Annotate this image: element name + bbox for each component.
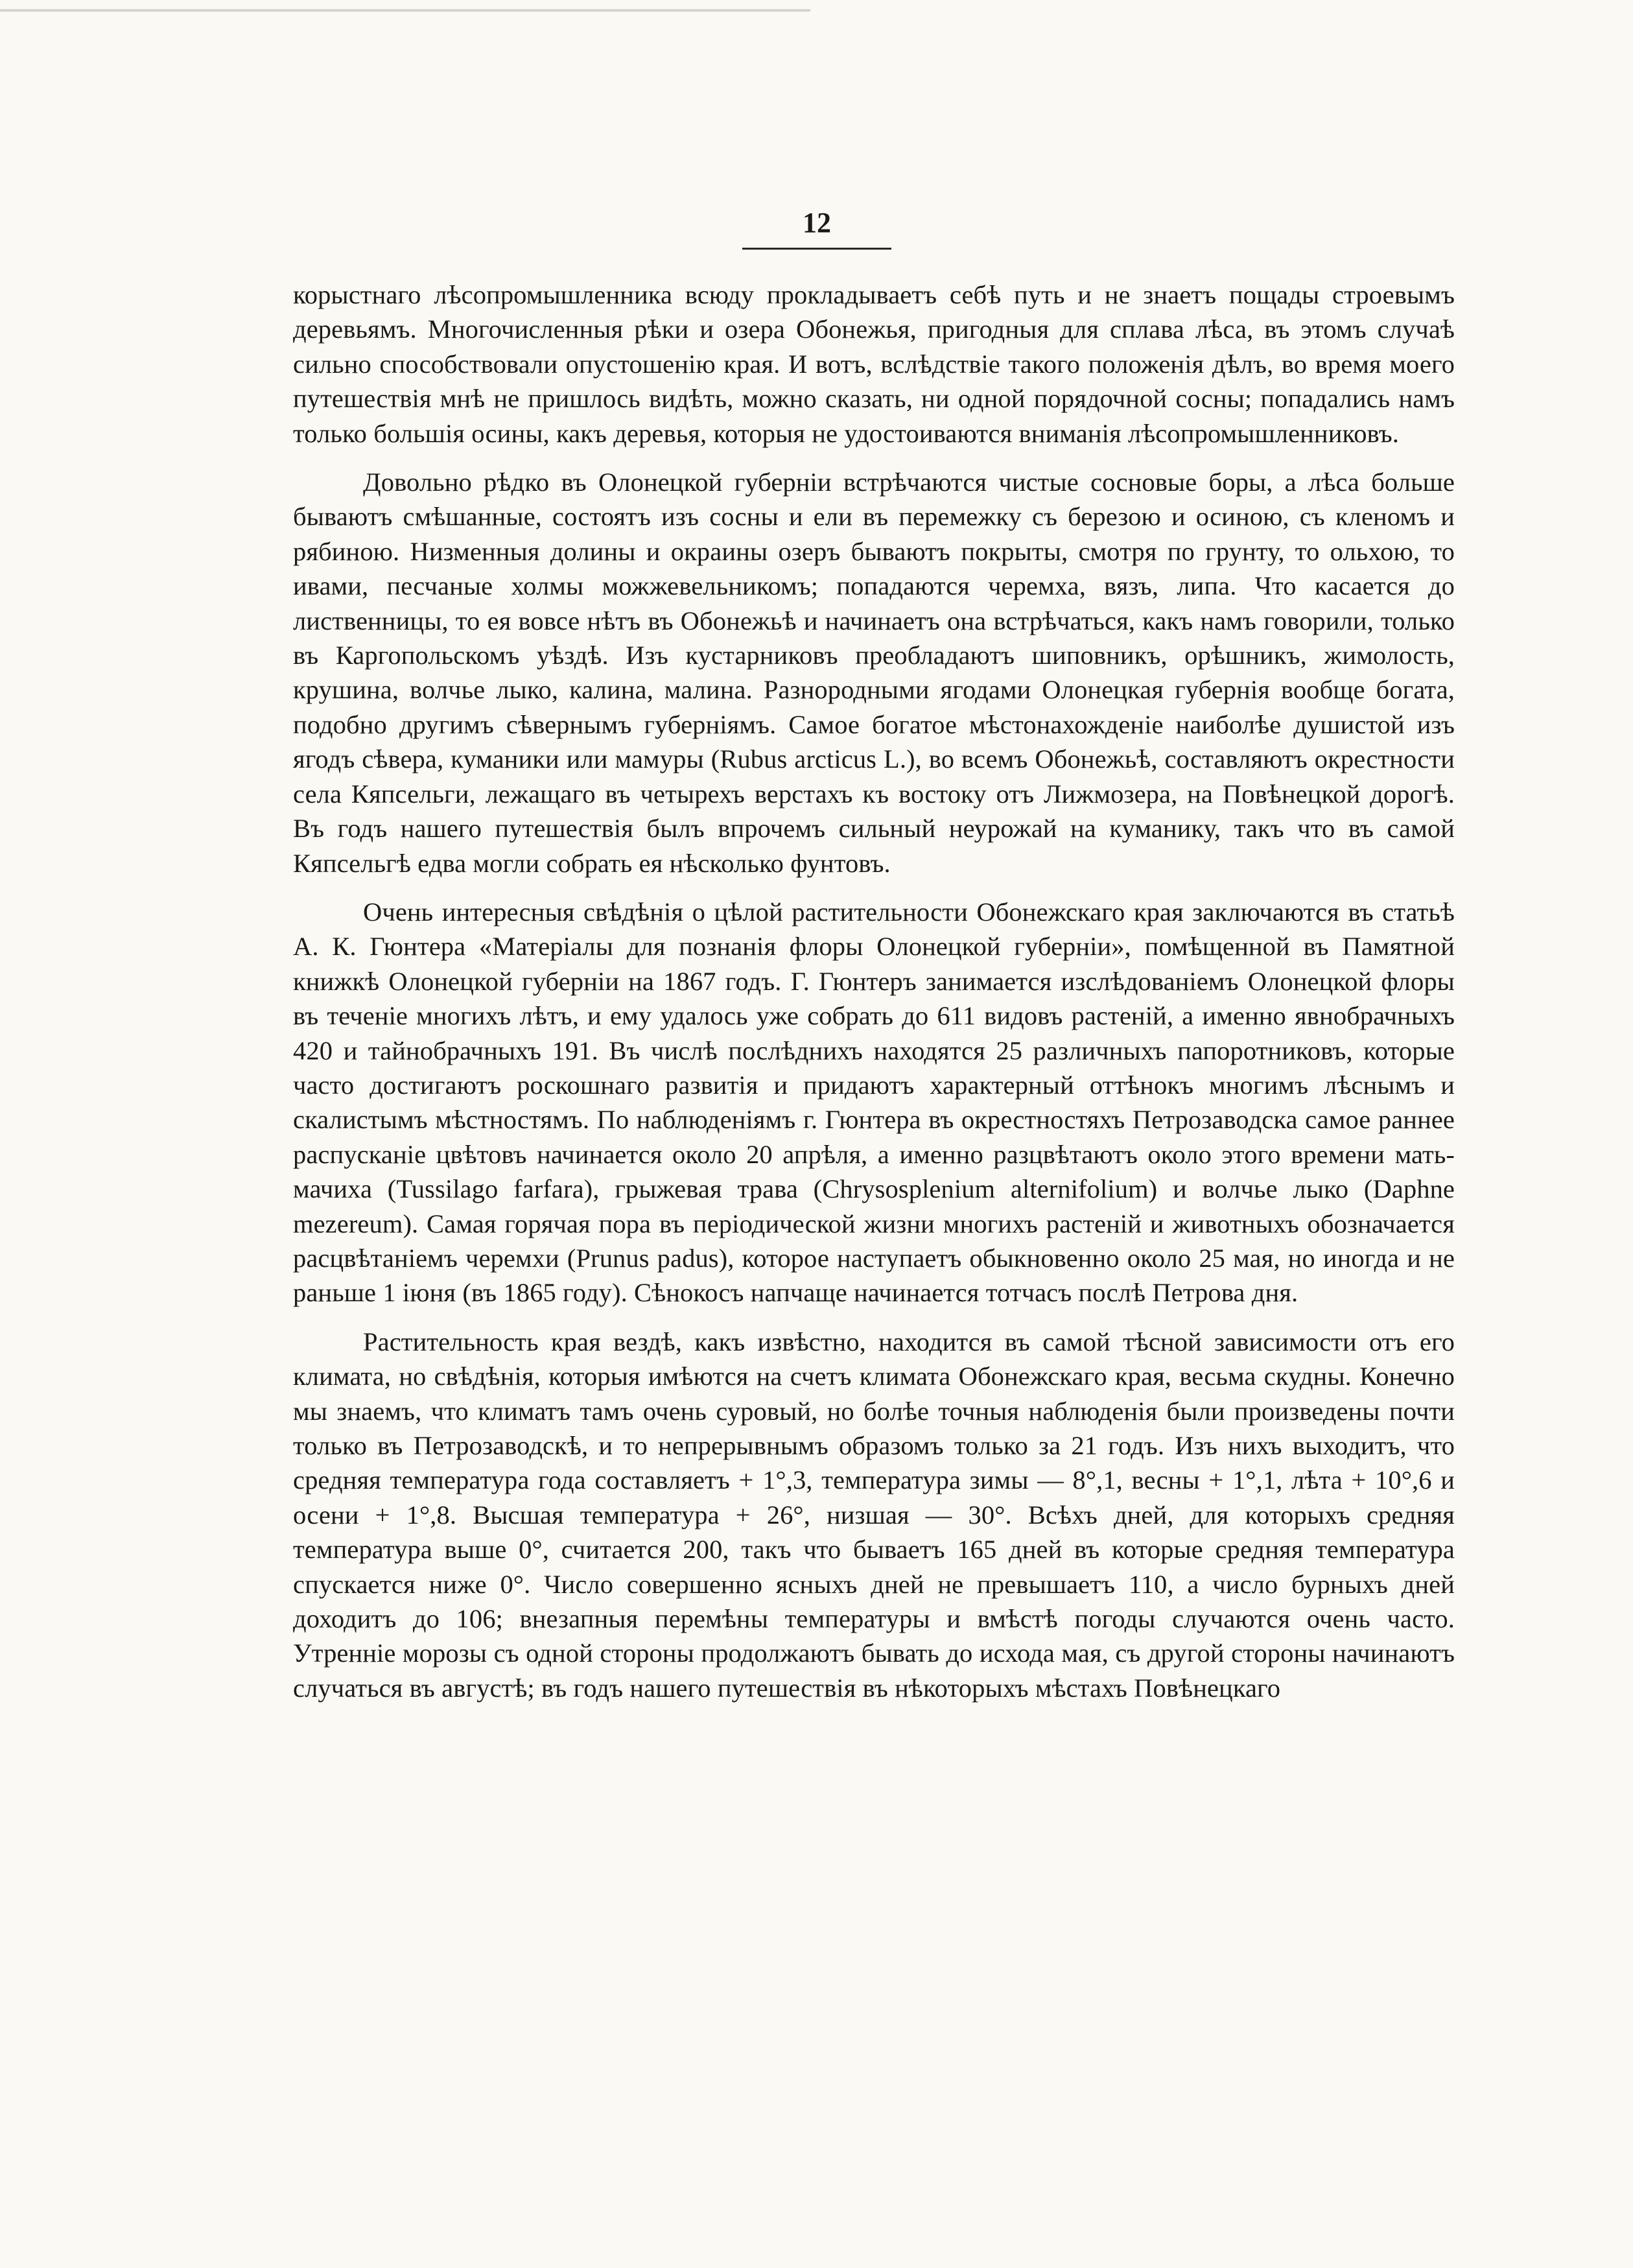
- paragraph-flora: Очень интересныя свѣдѣнія о цѣлой растительности Обонежскаго края заключаются въ статьѣ А. К. Гюнтера «Матеріалы для познанія флоры Олонецкой губерніи», помѣщенной въ Памятной книжкѣ Олонецкой губерніи на 1867 годъ. Г. Гюнтеръ занимается изслѣдованіемъ Олонецкой флоры въ теченіе многихъ лѣтъ, и ему удалось уже собрать до 611 видовъ растеній, а именно явнобрачныхъ 420 и тайнобрачныхъ 191. Въ числѣ послѣднихъ находятся 25 различныхъ папоротниковъ, которые часто достигаютъ роскошнаго развитія и придаютъ характерный оттѣнокъ многимъ лѣснымъ и скалистымъ мѣстностямъ. По наблюденіямъ г. Гюнтера въ окрестностяхъ Петрозаводска самое раннее распусканіе цвѣтовъ начинается около 20 апрѣля, а именно разцвѣтаютъ около этого времени мать-мачиха (Tussilago farfara), грыжевая трава (Chrysosplenium alternifolium) и волчье лыко (Daphne mezereum). Самая горячая пора въ періодической жизни многихъ растеній и животныхъ обозначается расцвѣтаніемъ черемхи (Prunus padus), которое наступаетъ обыкновенно около 25 мая, но иногда и не раньше 1 іюня (въ 1865 году). Сѣнокосъ напчаще начинается тотчасъ послѣ Петрова дня.: [293, 897, 1455, 1308]
- body-text: [293, 278, 1455, 1705]
- scan-edge-line: [0, 9, 810, 12]
- paragraph-climate: Растительность края вездѣ, какъ извѣстно, находится въ самой тѣсной зависимости отъ его климата, но свѣдѣнія, которыя имѣются на счетъ климата Обонежскаго края, весьма скудны. Конечно мы знаемъ, что климатъ тамъ очень суровый, но болѣе точныя наблюденія были произведены почти только въ Петрозаводскѣ, и то непрерывнымъ образомъ только за 21 годъ. Изъ нихъ выходитъ, что средняя температура года составляетъ + 1°,3, температура зимы — 8°,1, весны + 1°,1, лѣта + 10°,6 и осени + 1°,8. Высшая температура + 26°, низшая — 30°. Всѣхъ дней, для которыхъ средняя температура выше 0°, считается 200, такъ что бываетъ 165 дней въ которые средняя температура спускается ниже 0°. Число совершенно ясныхъ дней не превышаетъ 110, а число бурныхъ дней доходитъ до 106; внезапныя перемѣны температуры и вмѣстѣ погоды случаются очень часто. Утренніе морозы съ одной стороны продолжаютъ бывать до исхода мая, съ другой стороны начинаютъ случаться въ августѣ; въ годъ нашего путешествія въ нѣкоторыхъ мѣстахъ Повѣнецкаго: [293, 1327, 1455, 1703]
- page-number-rule: [742, 248, 891, 250]
- paragraph-forests: Довольно рѣдко въ Олонецкой губерніи встрѣчаются чистые сосновые боры, а лѣса больше бываютъ смѣшанные, состоятъ изъ сосны и ели въ перемежку съ березою и осиною, съ кленомъ и рябиною. Низменныя долины и окраины озеръ бываютъ покрыты, смотря по грунту, то ольхою, то ивами, песчаные холмы можжевельникомъ; попадаются черемха, вязъ, липа. Что касается до лиственницы, то ея вовсе нѣтъ въ Обонежьѣ и начинаетъ она встрѣчаться, какъ намъ говорили, только въ Каргопольскомъ уѣздѣ. Изъ кустарниковъ преобладаютъ шиповникъ, орѣшникъ, жимолость, крушина, волчье лыко, калина, малина. Разнородными ягодами Олонецкая губернія вообще богата, подобно другимъ сѣвернымъ губерніямъ. Самое богатое мѣстонахожденіе наиболѣе душистой изъ ягодъ сѣвера, куманики или мамуры (Rubus arcticus L.), во всемъ Обонежьѣ, составляютъ окрестности села Кяпсельги, лежащаго въ четырехъ верстахъ къ востоку отъ Лижмозера, на Повѣнецкой дорогѣ. Въ годъ нашего путешествія былъ впрочемъ сильный неурожай на куманику, такъ что въ самой Кяпсельгѣ едва могли собрать ея нѣсколько фунтовъ.: [293, 467, 1455, 878]
- page-number: 12: [803, 207, 831, 239]
- paragraph-continuation: корыстнаго лѣсопромышленника всюду прокладываетъ себѣ путь и не знаетъ пощады строевымъ деревьямъ. Многочисленныя рѣки и озера Обонежья, пригодныя для сплава лѣса, въ этомъ случаѣ сильно способствовали опустошенію края. И вотъ, вслѣдствіе такого положенія дѣлъ, во время моего путешествія мнѣ не пришлось видѣть, можно сказать, ни одной порядочной сосны; попадались намъ только большія осины, какъ деревья, которыя не удостоиваются вниманія лѣсопромышленниковъ.: [293, 280, 1455, 448]
